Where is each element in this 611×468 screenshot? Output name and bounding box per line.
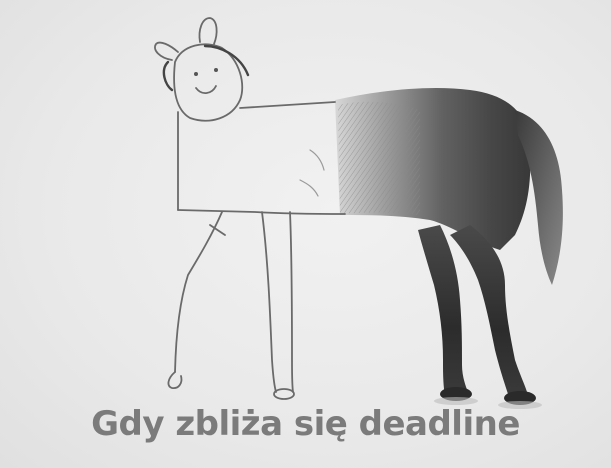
horse-sketch-front — [155, 18, 345, 399]
meme-caption: Gdy zbliża się deadline — [91, 404, 520, 444]
horse-hindquarters — [335, 88, 563, 409]
